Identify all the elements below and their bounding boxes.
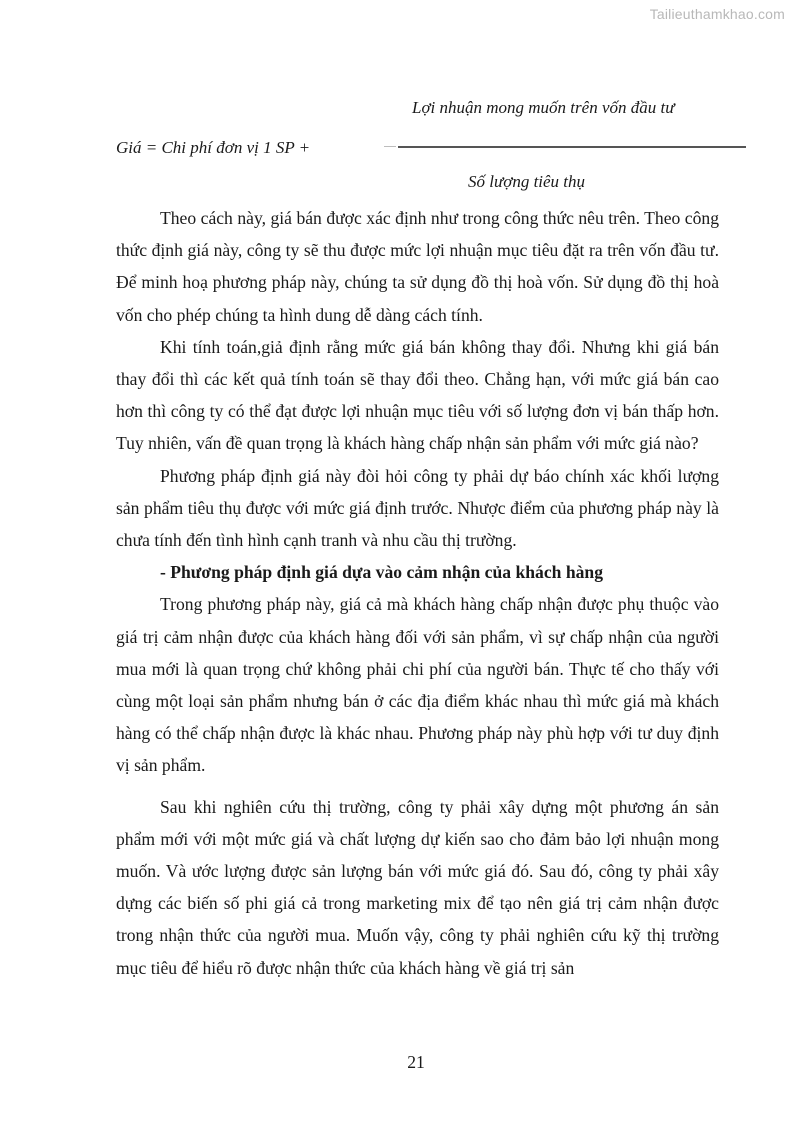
- body-text: [116, 202, 719, 984]
- page-number: 21: [407, 1052, 425, 1072]
- paragraph-2: Khi tính toán,giả định rằng mức giá bán không thay đổi. Nhưng khi giá bán thay đổi thì các kết quả tính toán sẽ thay đổi theo. Chẳng hạn, với mức giá bán cao hơn thì công ty có thể đạt được lợi nhuận mục tiêu với số lượng đơn vị bán thấp hơn. Tuy nhiên, vấn đề quan trọng là khách hàng chấp nhận sản phẩm với mức giá nào?: [116, 336, 719, 454]
- paragraph-3: Phương pháp định giá này đòi hỏi công ty phải dự báo chính xác khối lượng sản phẩm tiêu thụ được với mức giá định trước. Nhược điểm của phương pháp này là chưa tính đến tình hình cạnh tranh và nhu cầu thị trường.: [116, 465, 719, 551]
- paragraph-4: Trong phương pháp này, giá cả mà khách hàng chấp nhận được phụ thuộc vào giá trị cảm nhận được của khách hàng đối với sản phẩm, vì sự chấp nhận của người mua mới là quan trọng chứ không phải chi phí của người bán. Thực tế cho thấy với cùng một loại sản phẩm nhưng bán ở các địa điểm khác nhau thì mức giá mà khách hàng có thể chấp nhận được là khác nhau. Phương pháp này phù hợp với tư duy định vị sản phẩm.: [116, 594, 719, 776]
- paragraph-1: Theo cách này, giá bán được xác định như trong công thức nêu trên. Theo công thức định giá này, công ty sẽ thu được mức lợi nhuận mục tiêu đặt ra trên vốn đầu tư. Để minh hoạ phương pháp này, chúng ta sử dụng đồ thị hoà vốn. Sử dụng đồ thị hoà vốn cho phép chúng ta hình dung dễ dàng cách tính.: [116, 208, 719, 325]
- watermark: Tailieuthamkhao.com: [649, 6, 785, 22]
- section-heading: - Phương pháp định giá dựa vào cảm nhận của khách hàng: [160, 562, 603, 583]
- formula-left-side: Giá = Chi phí đơn vị 1 SP +: [116, 138, 311, 157]
- paragraph-5: Sau khi nghiên cứu thị trường, công ty phải xây dựng một phương án sản phẩm mới với một mức giá và chất lượng dự kiến sao cho đảm bảo lợi nhuận mong muốn. Và ước lượng được sản lượng bán với mức giá đó. Sau đó, công ty phải xây dựng các biến số phi giá cả trong marketing mix để tạo nên giá trị cảm nhận được trong nhận thức của người mua. Muốn vậy, công ty phải nghiên cứu kỹ thị trường mục tiêu để hiểu rõ được nhận thức của khách hàng về giá trị sản: [116, 796, 719, 978]
- formula-denominator: Số lượng tiêu thụ: [468, 172, 586, 191]
- fraction-line: [398, 146, 746, 148]
- formula-dash: [384, 146, 396, 147]
- formula-numerator: Lợi nhuận mong muốn trên vốn đầu tư: [412, 98, 675, 117]
